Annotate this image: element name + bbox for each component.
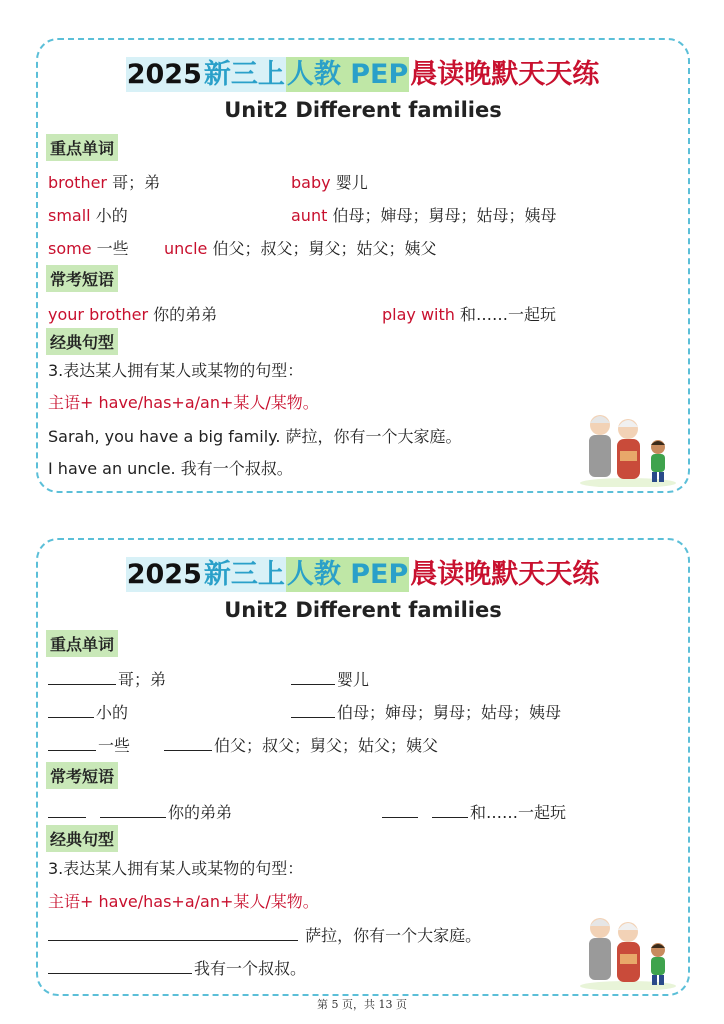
unit-title: Unit2 Different families (224, 598, 502, 622)
word-some: some 一些 (48, 239, 129, 258)
family-illustration (578, 405, 678, 487)
word-small: small 小的 (48, 206, 128, 225)
sentence-heading: 3.表达某人拥有某人或某物的句型： (48, 361, 304, 380)
blank-your-brother: 你的弟弟 (48, 800, 232, 823)
study-card-answers (36, 38, 690, 493)
blank-small: 小的 (48, 700, 128, 723)
sentence-pattern: 主语+ have/has+a/an+某人/某物。 (48, 393, 319, 412)
section-words: 重点单词 (46, 630, 118, 657)
phrase-play-with: play with 和……一起玩 (382, 305, 557, 324)
title-edition: 人教 PEP (286, 59, 409, 90)
word-uncle: uncle 伯父；叔父；舅父；姑父；姨父 (164, 239, 437, 258)
answer-blank[interactable] (164, 736, 212, 751)
title-practice: 晨读晚默天天练 (410, 559, 600, 590)
card-title: 2025新三上人教 PEP晨读晚默天天练 (126, 559, 600, 590)
title-practice: 晨读晚默天天练 (410, 59, 600, 90)
section-words: 重点单词 (46, 134, 118, 161)
answer-blank[interactable] (48, 736, 96, 751)
answer-blank[interactable] (48, 959, 192, 974)
answer-blank[interactable] (291, 670, 335, 685)
answer-blank[interactable] (382, 803, 418, 818)
section-sentences: 经典句型 (46, 825, 118, 852)
page-footer: 第 5 页，共 13 页 (317, 998, 407, 1011)
blank-aunt: 伯母；婶母；舅母；姑母；姨母 (291, 700, 561, 723)
study-card-blanks (36, 538, 690, 996)
sentence-1: Sarah, you have a big family. 萨拉，你有一个大家庭。 (48, 427, 462, 446)
sentence-pattern: 主语+ have/has+a/an+某人/某物。 (48, 892, 319, 911)
title-grade: 新三上 (203, 559, 285, 590)
sentence-heading: 3.表达某人拥有某人或某物的句型： (48, 859, 304, 878)
blank-sentence-2: 我有一个叔叔。 (48, 956, 306, 979)
answer-blank[interactable] (432, 803, 468, 818)
answer-blank[interactable] (48, 803, 86, 818)
answer-blank[interactable] (48, 926, 298, 941)
word-aunt: aunt 伯母；婶母；舅母；姑母；姨母 (291, 206, 557, 225)
blank-uncle: 伯父；叔父；舅父；姑父；姨父 (164, 733, 438, 756)
title-edition: 人教 PEP (286, 559, 409, 590)
section-phrases: 常考短语 (46, 762, 118, 789)
blank-brother: 哥；弟 (48, 667, 166, 690)
card-title: 2025新三上人教 PEP晨读晚默天天练 (126, 59, 600, 90)
phrase-your-brother: your brother 你的弟弟 (48, 305, 218, 324)
word-brother: brother 哥；弟 (48, 173, 161, 192)
sentence-2: I have an uncle. 我有一个叔叔。 (48, 459, 293, 478)
answer-blank[interactable] (100, 803, 166, 818)
section-phrases: 常考短语 (46, 265, 118, 292)
blank-baby: 婴儿 (291, 667, 369, 690)
blank-some: 一些 (48, 733, 130, 756)
word-baby: baby 婴儿 (291, 173, 368, 192)
unit-title: Unit2 Different families (224, 98, 502, 122)
blank-play-with: 和……一起玩 (382, 800, 566, 823)
family-illustration (578, 908, 678, 990)
section-sentences: 经典句型 (46, 328, 118, 355)
answer-blank[interactable] (48, 670, 116, 685)
answer-blank[interactable] (48, 703, 94, 718)
answer-blank[interactable] (291, 703, 335, 718)
title-grade: 新三上 (203, 59, 285, 90)
blank-sentence-1: 萨拉，你有一个大家庭。 (48, 923, 481, 946)
